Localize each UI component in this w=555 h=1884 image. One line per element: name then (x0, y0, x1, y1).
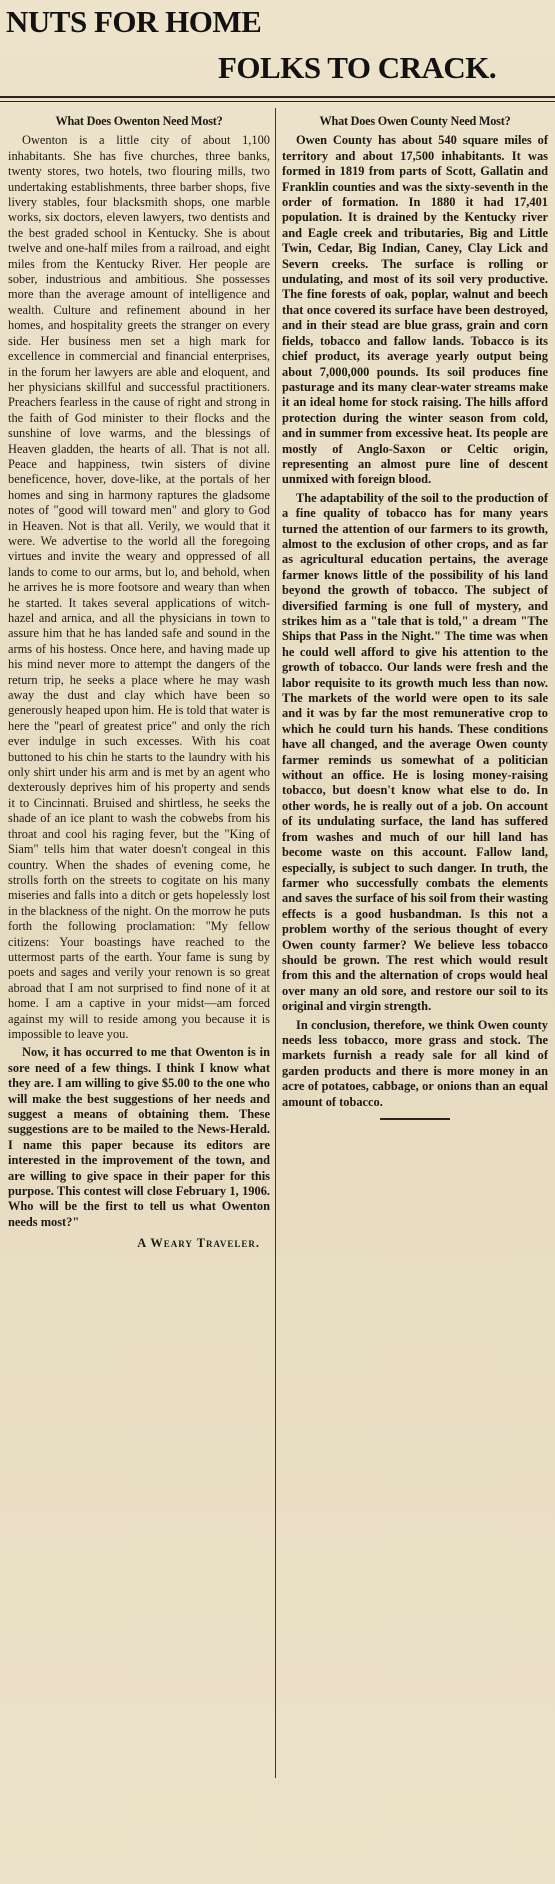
headline-line-2: FOLKS TO CRACK. (218, 50, 497, 85)
left-column-heading: What Does Owenton Need Most? (55, 114, 223, 128)
top-rule-thin (0, 101, 555, 102)
right-column-heading: What Does Owen County Need Most? (319, 114, 511, 128)
left-column (8, 114, 270, 1252)
right-paragraph-2: The adaptability of the soil to the production of a fine quality of tobacco has for many years turned the attention of our farmers to its growth, almost to the exclusion of other crops, and as far as agricultural education pertains, the average farmer knows little of the possibility of his land beyond the growth of tobacco. The subject of diversified farming is one full of mystery, and strikes him as a "tale that is told," a dream "The Ships that Pass in the Night." The time was when he could well afford to give his attention to the growth of tobacco. Our lands were fresh and the labor requisite to its growth much less than now. The markets of the world were open to its sale and it was by far the most remunerative crop to which he could turn his hands. These conditions have all changed, and the average Owen county farmer reminds us somewhat of a politician without an office. He is losing money-raising tobacco, but doesn't know what else to do. In other words, he is really out of a job. On account of its undulating surface, the land has suffered from washes and much of our hill land has become waste on this account. Fallow land, especially, is subject to such danger. In truth, the farmer who successfully combats the elements and saves the surface of his soil from their wasting effects is a good husbandman. Is this not a problem worthy of the serious thought of every Owen county farmer? We believe less tobacco should be grown. The rest which would result from this and the alternation of crops would heal over many an old sore, and restore our soil to its original and virgin strength. (282, 490, 548, 1014)
headline-line-1: NUTS FOR HOME (6, 4, 262, 39)
right-paragraph-3: In conclusion, therefore, we think Owen county needs less tobacco, more grass and stock. The markets furnish a ready sale for all kind of garden products and there is more money in an acre of potatoes, cabbage, or onions than an equal amount of tobacco. (282, 1017, 548, 1109)
right-column (282, 114, 548, 1120)
signature: A Weary Traveler. (137, 1236, 260, 1251)
column-divider (275, 108, 276, 1778)
right-paragraph-1: Owen County has about 540 square miles of territory and about 17,500 inhabitants. It was formed in 1819 from parts of Scott, Gallatin and Franklin counties and was the sixty-seventh in the order of formation. In 1880 it had 17,401 population. It is drained by the Kentucky river and Eagle creek and tributaries, Big and Little Twin, Cedar, Big Indian, Caney, Clay Lick and Severn creeks. The surface is rolling or undulating, and most of its soil very productive. The fine forests of oak, poplar, walnut and beech that once covered its surface have been destroyed, and in their stead are blue grass, grain and corn fields, tobacco and fallow lands. Tobacco is its chief product, its average yearly output being about 7,000,000 pounds. Its soil produces fine pasturage and its many clear-water streams make it an ideal home for stock raising. The hills afford protection during the winter season from cold, and in summer from excessive heat. Its people are mostly of Anglo-Saxon or Celtic origin, representing an almost pure line of descent unmixed with foreign blood. (282, 133, 548, 487)
left-paragraph-1: Owenton is a little city of about 1,100 inhabitants. She has five churches, three banks, twenty stores, two hotels, two flouring mills, two undertaking establishments, three barber shops, five livery stables, four blacksmith shops, one marble works, six doctors, eleven lawyers, two dentists and the best graded school in Kentucky. She is about twelve and one-half miles from a railroad, and eight miles from the Kentucky River. Her people are sober, industrious and ambitious. She possesses more than the average amount of intelligence and wealth. Culture and refinement abound in her homes, and hospitality greets the stranger on every side. Her business men set a high mark for excellence in commercial and financial enterprises, in the forum her lawyers are able and eloquent, and her physicians skillful and successful practitioners. Preachers fearless in the cause of right and strong in the faith of God minister to their flocks and the sunshine of love warms, and the blessings of Heaven gladden, the hearts of all. That is not all. Peace and happiness, twin sisters of divine beneficence, hover, dove-like, at the portals of her homes and sing in harmony raptures the gladsome notes of "good will toward men" and glory to God in Heaven. Not is that all. Verily, we would that it were. We advertise to the world all the foregoing virtues and invite the weary and oppressed of all lands to come to our arms, but lo, and behold, when he arrives he is more footsore and weary than when he started. It takes several applications of witch-hazel and arnica, and all the physicians in town to assure him that he has landed safe and sound in the arms of his hostess. Once here, and having made up his mind never more to attempt the dangers of the return trip, he seeks a place where he may wash away the dust and clay which have been so generously heaped upon him. He is told that water is here the "pearl of greatest price" and only the rich ever indulge in such excesses. With his coat buttoned to his chin he starts to the laundry with his only shirt under his arm and is met by an agent who dexterously deprives him of his property and sends it to Cincinnati. Bruised and shirtless, he seeks the shade of an ice plant to wash the cobwebs from his throat and cool his raging fever, but the "King of Siam" tells him that water doesn't congeal in this country. When the shades of evening come, he strolls forth on the streets to cogitate on his many miseries and falls into a ditch or gets hopelessly lost in the blackness of the night. On the morrow he puts forth the following proclamation: "My fellow citizens: Your boastings have reached to the uttermost parts of the earth. Your fame is sung by poets and sages and verily your renown is so great abroad that I am not surprised to find none of it at home. I am a captive in your midst—am forced against my will to reside among you because it is impossible to leave you. (8, 133, 270, 1041)
left-paragraph-2: Now, it has occurred to me that Owenton is in sore need of a few things. I think I know what they are. I am willing to give $5.00 to the one who will make the best suggestions of her needs and suggest a means of obtaining them. These suggestions are to be mailed to the News-Herald. I name this paper because its editors are interested in the improvement of the town, and are willing to give space in their paper for this purpose. This contest will close February 1, 1906. Who will be the first to tell us what Owenton needs most?" (8, 1045, 270, 1229)
top-rule (0, 96, 555, 98)
end-rule (380, 1118, 450, 1120)
